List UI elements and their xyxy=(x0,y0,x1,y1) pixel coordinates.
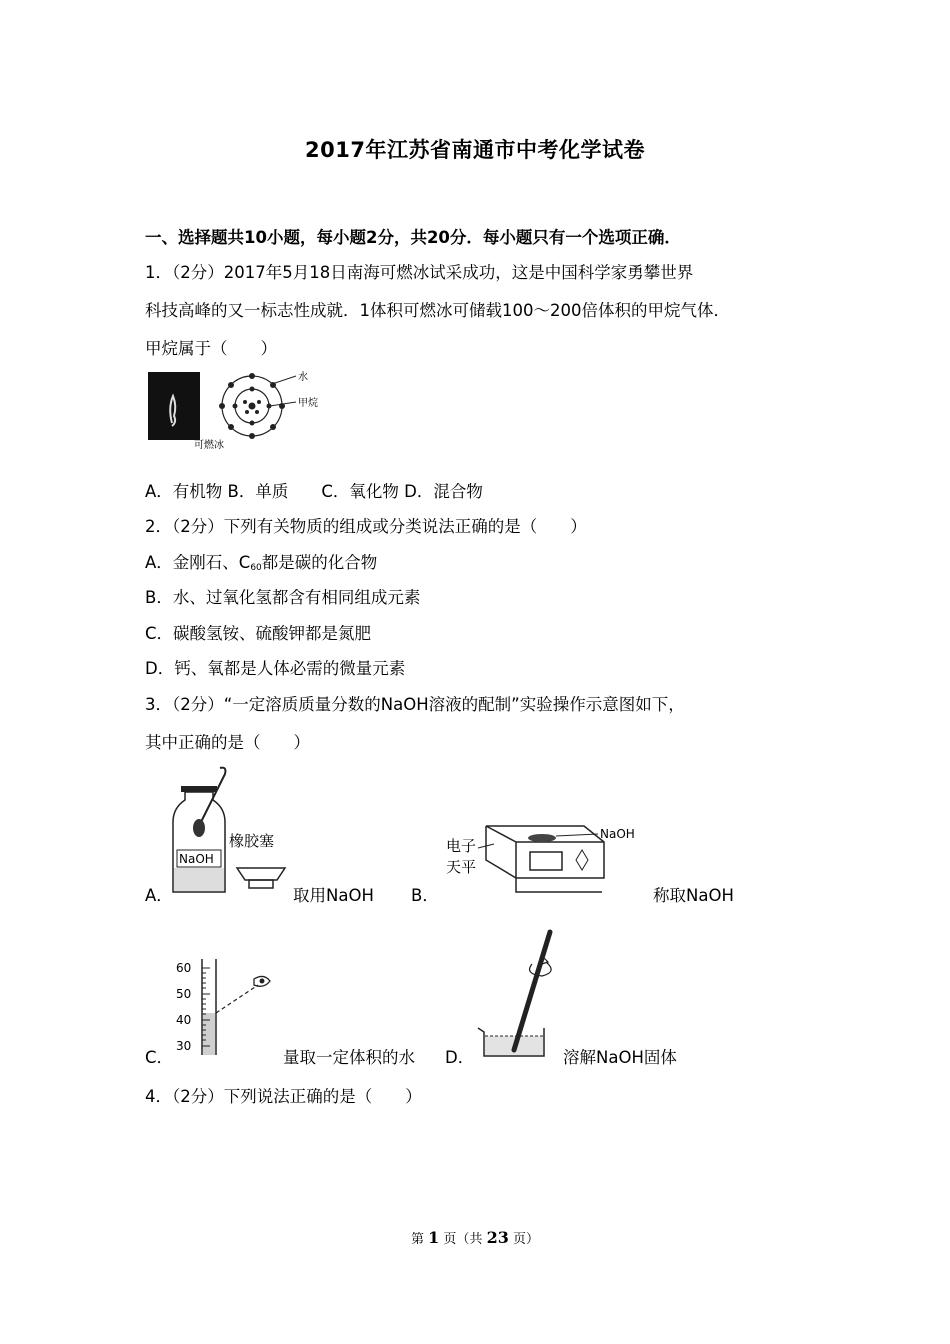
footer-mid: 页（共 xyxy=(439,1232,487,1247)
tick-40: 40 xyxy=(176,1013,192,1027)
q4-stem: 4．（2分）下列说法正确的是（ ） xyxy=(145,1087,422,1106)
tick-50: 50 xyxy=(176,987,192,1001)
footer-page-number: 1 xyxy=(428,1228,440,1247)
q1-options: A．有机物 B．单质 C．氧化物 D．混合物 xyxy=(145,482,483,501)
q1-line1: 1．（2分）2017年5月18日南海可燃冰试采成功，这是中国科学家勇攀世界 xyxy=(145,263,694,282)
tick-60: 60 xyxy=(176,961,192,975)
footer-post: 页） xyxy=(508,1232,539,1247)
q3-line2: 其中正确的是（ ） xyxy=(145,733,310,752)
q2-option-d: D．钙、氧都是人体必需的微量元素 xyxy=(145,659,406,678)
footer-pre: 第 xyxy=(411,1232,429,1247)
page-footer xyxy=(0,1228,950,1247)
tick-30: 30 xyxy=(176,1039,192,1053)
q3-a-text: 取用NaOH xyxy=(293,886,374,905)
reagent-bottle-figure xyxy=(165,764,290,899)
measuring-cylinder-figure xyxy=(170,955,286,1059)
q2-a-post: 都是碳的化合物 xyxy=(261,553,378,572)
q1-line2: 科技高峰的又一标志性成就．1体积可燃冰可储载100～200倍体积的甲烷气体． xyxy=(145,301,730,320)
q2-a-pre: A．金刚石、C xyxy=(145,553,251,572)
label-rubber-stopper: 橡胶塞 xyxy=(229,832,275,850)
q3-c-text: 量取一定体积的水 xyxy=(283,1048,415,1067)
combustible-ice-figure xyxy=(146,368,336,450)
q3-b-label: B． xyxy=(411,886,439,905)
q2-stem: 2．（2分）下列有关物质的组成或分类说法正确的是（ ） xyxy=(145,517,587,536)
q3-c-label: C． xyxy=(145,1048,174,1067)
label-water: 水 xyxy=(298,372,308,383)
scale-display xyxy=(530,852,562,870)
beaker-stirring-figure xyxy=(474,926,564,1060)
label-combustible-ice: 可燃冰 xyxy=(194,440,224,450)
ice-photo xyxy=(148,372,200,440)
q3-d-text: 溶解NaOH固体 xyxy=(563,1048,677,1067)
q3-d-label: D． xyxy=(445,1048,475,1067)
q1-line3: 甲烷属于（ ） xyxy=(145,339,277,358)
label-naoh-sample: NaOH xyxy=(600,827,635,841)
footer-total-pages: 23 xyxy=(486,1228,509,1247)
bottle-label-naoh: NaOH xyxy=(179,852,214,866)
label-methane: 甲烷 xyxy=(298,398,318,409)
q3-a-label: A． xyxy=(145,886,173,905)
page-title: 2017年江苏省南通市中考化学试卷 xyxy=(305,138,645,162)
section-heading: 一、选择题共10小题，每小题2分，共20分．每小题只有一个选项正确． xyxy=(145,228,681,247)
q3-b-text: 称取NaOH xyxy=(653,886,734,905)
q2-option-a xyxy=(145,549,377,573)
q2-option-c: C．碳酸氢铵、硫酸钾都是氮肥 xyxy=(145,624,372,643)
q3-line1: 3．（2分）“一定溶质质量分数的NaOH溶液的配制”实验操作示意图如下， xyxy=(145,695,685,714)
label-scale-1: 电子 xyxy=(446,837,477,855)
label-scale-2: 天平 xyxy=(446,858,477,876)
stopper-icon xyxy=(237,868,285,880)
electronic-scale-figure xyxy=(442,820,650,900)
q2-a-subscript: 60 xyxy=(250,563,262,573)
q2-option-b: B．水、过氧化氢都含有相同组成元素 xyxy=(145,588,421,607)
